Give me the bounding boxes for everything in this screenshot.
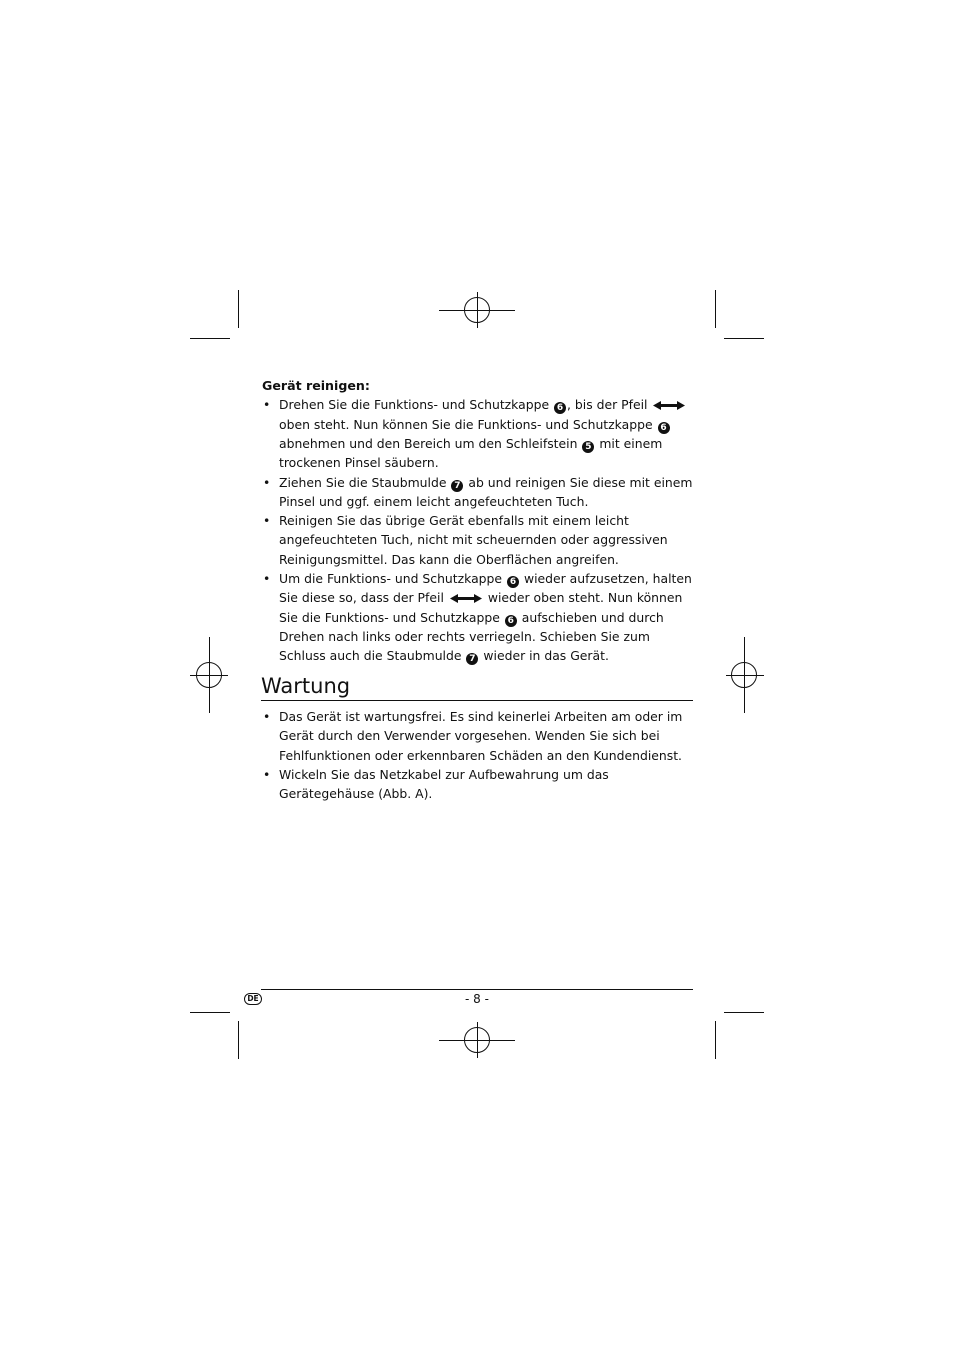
section-title-wartung: Wartung [261, 672, 693, 701]
registration-mark-top-circle [464, 297, 490, 323]
numbered-circle-icon: 6 [507, 576, 519, 588]
footer-divider [261, 989, 693, 990]
crop-mark-top-right-v [715, 290, 716, 328]
list-item: • Wickeln Sie das Netzkabel zur Aufbewahrung um das Gerätegehäuse (Abb. A). [262, 765, 694, 804]
registration-mark-left-circle [196, 662, 222, 688]
registration-mark-bottom-circle [464, 1027, 490, 1053]
crop-mark-bottom-right-v [715, 1021, 716, 1059]
language-badge: DE [244, 993, 262, 1005]
numbered-circle-icon: 6 [505, 615, 517, 627]
numbered-circle-icon: 6 [554, 402, 566, 414]
list-item: • Ziehen Sie die Staubmulde 7 ab und reinigen Sie diese mit einem Pinsel und ggf. einem leicht angefeuchteten Tuch. [262, 473, 694, 512]
double-arrow-icon [450, 594, 482, 603]
numbered-circle-icon: 7 [451, 480, 463, 492]
crop-mark-bottom-left-h [190, 1012, 230, 1013]
numbered-circle-icon: 7 [466, 653, 478, 665]
page-number: - 8 - [465, 992, 489, 1006]
cleaning-subheading: Gerät reinigen: [262, 378, 370, 393]
crop-mark-top-left-h [190, 338, 230, 339]
crop-mark-top-right-h [724, 338, 764, 339]
registration-mark-right-circle [731, 662, 757, 688]
crop-mark-bottom-left-v [238, 1021, 239, 1059]
crop-mark-bottom-right-h [724, 1012, 764, 1013]
double-arrow-icon [653, 401, 685, 410]
maintenance-section [262, 707, 694, 803]
cleaning-list [262, 395, 694, 665]
list-item: • Reinigen Sie das übrige Gerät ebenfalls mit einem leicht angefeuchteten Tuch, nicht mit scheuernden oder aggressiven Reinigungsmittel. Das kann die Oberflächen angreifen. [262, 511, 694, 569]
numbered-circle-icon: 5 [582, 441, 594, 453]
list-item: • Drehen Sie die Funktions- und Schutzkappe 6 , bis der Pfeil oben steht. Nun können Sie die Funktions- und Schutzkappe 6 abnehmen und den Bereich um den Schleifstein 5 mit einem trockenen Pinsel säubern. [262, 395, 694, 472]
list-item: • Um die Funktions- und Schutzkappe 6 wieder aufzusetzen, halten Sie diese so, dass der Pfeil wieder oben steht. Nun können Sie die Funktions- und Schutzkappe 6 aufschieben und durch Drehen nach links oder rechts verriegeln. Schieben Sie zum Schluss auch die Staubmulde 7 wieder in das Gerät. [262, 569, 694, 665]
maintenance-list [262, 707, 694, 803]
list-item: • Das Gerät ist wartungsfrei. Es sind keinerlei Arbeiten am oder im Gerät durch den Verwender vorgesehen. Wenden Sie sich bei Fehlfunktionen oder erkennbaren Schäden an den Kundendienst. [262, 707, 694, 765]
cleaning-section [262, 376, 694, 666]
crop-mark-top-left-v [238, 290, 239, 328]
numbered-circle-icon: 6 [658, 422, 670, 434]
